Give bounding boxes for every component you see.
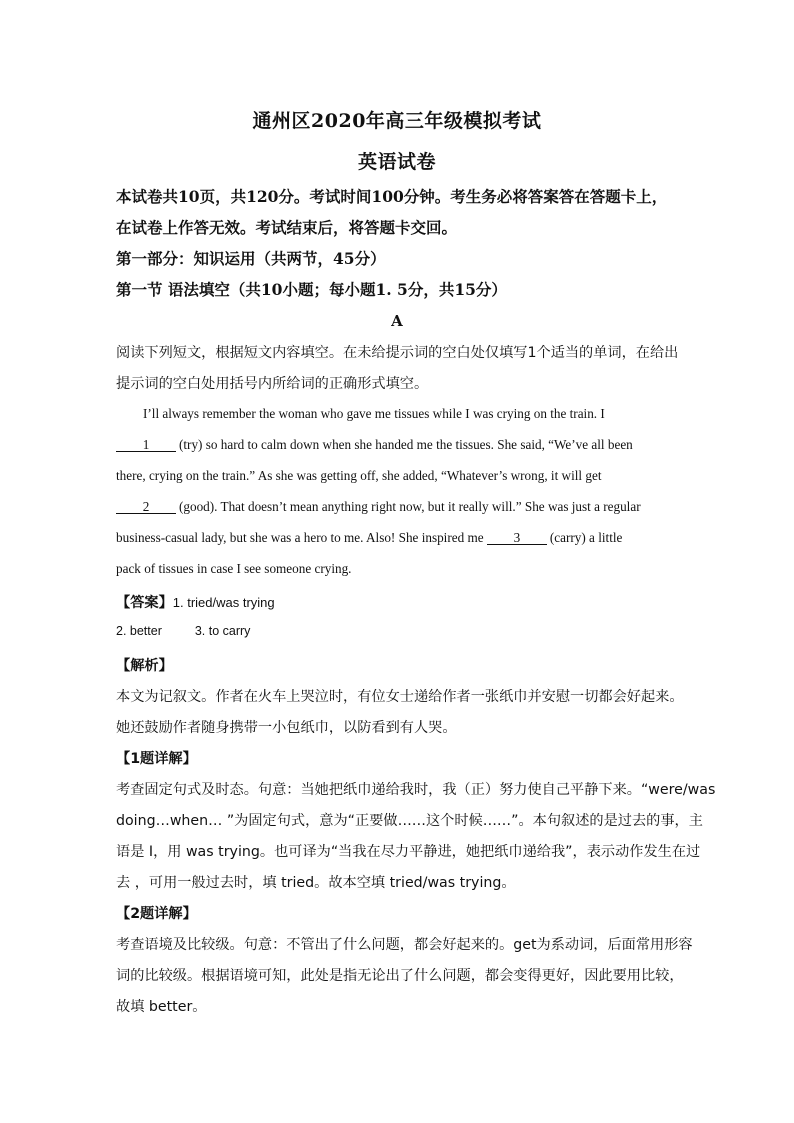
analysis-line-2: 她还鼓励作者随身携带一小包纸巾，以防看到有人哭。 [116,720,457,736]
passage-line-5 [116,530,622,546]
passage-line-3: there, crying on the train.” As she was getting off, she added, “Whatever’s wrong, it will get [116,468,602,483]
blank-1: 1 [116,439,176,452]
passage-line-2-text: (try) so hard to calm down when she handed me the tissues. She said, “We’ve all been [179,437,633,452]
q2-line-3: 故填 better。 [116,999,207,1015]
blank-3: 3 [487,532,547,545]
part-heading: 第一部分：知识运用（共两节，45分） [116,249,386,268]
instructions-line-1: 本试卷共10页，共120分。考试时间100分钟。考生务必将答案答在答题卡上， [116,187,668,206]
q1-line-3: 语是 I，用 was trying。也可译为“当我在尽力平静进，她把纸巾递给我”，表示动作发生在过 [116,844,701,860]
passage-line-2 [116,437,633,453]
passage-line-6: pack of tissues in case I see someone crying. [116,561,352,576]
answer-2: 2. better [116,624,162,638]
q1-line-4: 去 ，可用一般过去时，填 tried。故本空填 tried/was trying。 [116,875,516,891]
instructions-line-2: 在试卷上作答无效。考试结束后，将答题卡交回。 [116,218,458,237]
q1-label: 【1题详解】 [116,751,197,767]
passage-line-5-text: business-casual lady, but she was a hero to me. Also! She inspired me [116,530,484,545]
answer-1: 1. tried/was trying [172,595,275,610]
analysis-label: 【解析】 [116,658,173,674]
passage-line-5-tail: (carry) a little [549,530,623,545]
q2-label: 【2题详解】 [116,906,197,922]
passage-line-4 [116,499,641,515]
q1-line-2: doing…when… ”为固定句式，意为“正要做……这个时候……”。本句叙述的是过去的事，主 [116,813,703,829]
answer-label: 【答案】 [116,595,173,611]
section-heading: 第一节 语法填空（共10小题；每小题1. 5分，共15分） [116,280,507,299]
answer-line [116,592,275,612]
q2-line-1: 考查语境及比较级。句意：不管出了什么问题，都会好起来的。get为系动词，后面常用形容 [116,937,693,953]
analysis-line-1: 本文为记叙文。作者在火车上哭泣时，有位女士递给作者一张纸巾并安慰一切都会好起来。 [116,689,684,705]
exam-title: 通州区2020年高三年级模拟考试 [252,110,542,132]
directions-line-2: 提示词的空白处用括号内所给词的正确形式填空。 [116,376,429,392]
answer-line-2 [116,624,250,638]
exam-subtitle: 英语试卷 [357,151,436,173]
passage-line-1: I’ll always remember the woman who gave me tissues while I was crying on the train. I [143,406,605,421]
passage-line-4-text: (good). That doesn’t mean anything right now, but it really will.” She was just a regular [179,499,641,514]
directions-line-1: 阅读下列短文，根据短文内容填空。在未给提示词的空白处仅填写1个适当的单词，在给出 [116,345,679,361]
q2-line-2: 词的比较级。根据语境可知，此处是指无论出了什么问题，都会变得更好，因此要用比较， [116,968,684,984]
blank-2: 2 [116,501,176,514]
answer-3: 3. to carry [194,624,251,638]
passage-label: A [391,312,403,330]
q1-line-1: 考查固定句式及时态。句意：当她把纸巾递给我时，我（正）努力使自己平静下来。“were/was [116,782,716,798]
